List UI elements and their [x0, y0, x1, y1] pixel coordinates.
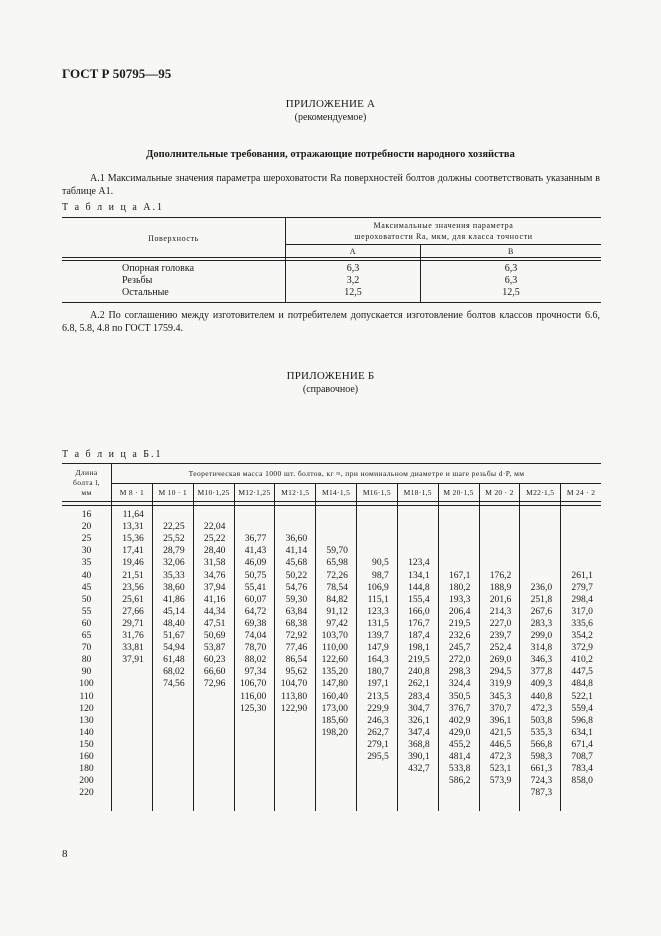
table-b1-mass-cell: 522,1: [571, 690, 593, 702]
table-b1-mass-cell: 396,1: [489, 714, 512, 726]
table-b1-mass-cell: 97,34: [244, 666, 267, 678]
table-b1-mass-cell: 279,1: [367, 738, 389, 750]
table-b1-caption: Т а б л и ц а Б.1: [62, 449, 163, 460]
table-b1-mass-cell: 421,5: [489, 726, 512, 738]
table-b1-mass-cell: 78,70: [244, 642, 267, 654]
paragraph-a1: [62, 172, 600, 198]
table-b1-header-length-3: мм: [81, 488, 92, 497]
table-b1-mass-cell: 95,62: [285, 666, 308, 678]
table-b1-mass-cell: 103,70: [321, 630, 348, 641]
table-b1-length-cell: 16: [81, 509, 92, 520]
table-b1-mass-cell: 13,31: [122, 521, 144, 533]
table-b1-mass-cell: 25,22: [203, 533, 226, 545]
table-b1-mass-cell: 370,7: [489, 702, 512, 714]
table-b1-length-cell: 120: [79, 702, 94, 714]
table-b1-header-length-1: Длина: [75, 468, 98, 477]
table-b1-mass-cell: 147,9: [367, 642, 389, 654]
table-b1-mass-cell: 272,0: [448, 654, 471, 666]
table-b1-mass-cell: 32,06: [163, 557, 185, 569]
table-b1-mass-cell: 446,5: [489, 738, 512, 750]
table-b1-mass-cell: 279,7: [571, 581, 593, 593]
standard-code: ГОСТ Р 50795—95: [62, 66, 172, 81]
table-b1-mass-cell: 197,1: [367, 678, 389, 690]
appendix-b-subtitle: (справочное): [302, 384, 359, 395]
table-a1-row-surface: Остальные: [122, 287, 169, 298]
table-b1-mass-cell: 50,69: [203, 630, 226, 641]
table-b1-column-header: М 24 · 2: [566, 488, 596, 497]
table-b1-mass-cell: 35,33: [163, 569, 185, 581]
table-b1-mass-cell: 535,3: [530, 726, 553, 738]
table-b1-mass-cell: 566,8: [530, 738, 553, 750]
table-b1-mass-cell: 110,00: [321, 642, 348, 654]
table-b1-mass-cell: 345,3: [489, 690, 512, 702]
table-b1-length-cell: 45: [81, 581, 92, 593]
table-b1-mass-cell: 335,6: [571, 617, 593, 629]
table-b1-mass-cell: 598,3: [530, 751, 553, 762]
table-b1-length-cell: 100: [79, 678, 94, 690]
table-b1-mass-cell: 188,9: [489, 581, 512, 593]
table-b1-mass-cell: 25,52: [163, 533, 185, 545]
table-b1-header-group: Теоретическая масса 1000 шт. болтов, кг ≈, при номинальном диаметре и шаге резьбы d·P, мм: [188, 469, 525, 478]
table-b1-mass-cell: 38,60: [163, 581, 185, 593]
table-b1-mass-cell: 37,91: [122, 654, 144, 666]
table-b1-mass-cell: 295,5: [367, 751, 389, 762]
table-b1-column-header: М22·1,5: [526, 488, 555, 497]
table-b1-mass-cell: 59,70: [326, 545, 348, 557]
table-b1-mass-cell: 123,3: [367, 605, 389, 617]
table-b1-column-header: М 20·1,5: [443, 488, 474, 497]
table-b1-mass-cell: 173,00: [321, 702, 348, 714]
table-b1-mass-cell: 15,36: [122, 533, 144, 545]
table-b1-mass-cell: 122,60: [321, 654, 348, 666]
table-b1-mass-cell: 219,5: [448, 617, 471, 629]
table-a1-header-surface: Поверхность: [148, 234, 199, 243]
table-b1-length-cell: 50: [81, 593, 92, 605]
table-b1-mass-cell: 106,70: [239, 678, 267, 690]
table-b1-mass-cell: 23,56: [122, 581, 144, 593]
table-b1-column-header: М 8 · 1: [119, 488, 145, 497]
table-b1-mass-cell: 44,34: [203, 605, 226, 617]
table-b1-mass-cell: 187,4: [408, 630, 430, 641]
table-b1-mass-cell: 283,4: [408, 690, 430, 702]
table-b1-mass-cell: 36,77: [244, 533, 267, 545]
table-b1-mass-cell: 55,41: [244, 581, 267, 593]
table-b1-mass-cell: 326,1: [408, 714, 430, 726]
table-a1: [62, 217, 601, 303]
table-b1-length-cell: 40: [81, 569, 92, 581]
table-b1-mass-cell: 36,60: [285, 533, 308, 545]
table-b1-mass-cell: 503,8: [530, 714, 553, 726]
table-b1-mass-cell: 283,3: [530, 617, 553, 629]
table-a1-row-a: 12,5: [344, 287, 362, 298]
table-b1-mass-cell: 47,51: [203, 617, 226, 629]
table-b1-header-length-2: болта l,: [73, 478, 100, 487]
table-b1-mass-cell: 144,8: [408, 581, 430, 593]
table-b1-mass-cell: 429,0: [448, 726, 471, 738]
table-a1-row-surface: Опорная головка: [122, 263, 195, 274]
table-b1-mass-cell: 45,14: [163, 605, 185, 617]
table-b1-mass-cell: 84,82: [326, 593, 348, 605]
table-b1-length-cell: 220: [79, 787, 94, 799]
table-b1-mass-cell: 661,3: [530, 763, 553, 775]
table-b1-mass-cell: 167,1: [448, 569, 471, 581]
table-b1-mass-cell: 68,38: [285, 617, 308, 629]
table-b1-mass-cell: 472,3: [530, 702, 553, 714]
table-b1-mass-cell: 46,09: [244, 557, 267, 569]
table-b1-mass-cell: 262,1: [408, 678, 430, 690]
table-a1-row-a: 3,2: [346, 275, 360, 286]
table-b1-length-cell: 160: [79, 751, 94, 762]
table-b1-mass-cell: 155,4: [408, 593, 430, 605]
paragraph-a1-text: А.1 Максимальные значения параметра шероховатости Ra поверхностей болтов должны соответствовать указанным в таблице А1.: [62, 173, 600, 197]
table-b1-mass-cell: 317,0: [571, 605, 593, 617]
table-b1-length-cell: 25: [81, 533, 92, 545]
table-b1-mass-cell: 180,2: [448, 581, 471, 593]
table-b1-mass-cell: 180,7: [367, 666, 389, 678]
table-b1-mass-cell: 86,54: [285, 654, 308, 666]
table-b1-mass-cell: 41,16: [203, 593, 226, 605]
appendix-a-title: ПРИЛОЖЕНИЕ А: [285, 98, 376, 110]
table-b1-mass-cell: 72,26: [326, 569, 348, 581]
table-b1-mass-cell: 447,5: [571, 666, 593, 678]
table-b1-mass-cell: 671,4: [571, 738, 593, 750]
table-b1-mass-cell: 72,96: [203, 678, 226, 690]
table-b1-mass-cell: 176,2: [489, 569, 512, 581]
table-b1-mass-cell: 69,38: [244, 617, 267, 629]
table-b1-mass-cell: 54,76: [285, 581, 308, 593]
table-a1-row-surface: Резьбы: [122, 275, 153, 286]
table-b1-mass-cell: 314,8: [530, 642, 553, 654]
table-b1-mass-cell: 28,40: [203, 545, 226, 557]
table-b1-mass-cell: 54,94: [163, 642, 185, 654]
table-b1-mass-cell: 51,67: [163, 630, 185, 641]
table-b1-mass-cell: 31,76: [122, 630, 144, 641]
table-b1-mass-cell: 390,1: [408, 751, 430, 762]
table-b1-mass-cell: 858,0: [571, 775, 593, 787]
appendix-b-title: ПРИЛОЖЕНИЕ Б: [286, 370, 375, 382]
table-b1-mass-cell: 402,9: [448, 714, 471, 726]
table-b1-mass-cell: 139,7: [367, 630, 389, 641]
table-b1-mass-cell: 409,3: [530, 678, 553, 690]
table-b1-mass-cell: 267,6: [530, 605, 553, 617]
table-b1-mass-cell: 88,02: [244, 654, 267, 666]
table-b1-mass-cell: 60,07: [244, 593, 267, 605]
table-b1-mass-cell: 783,4: [571, 763, 593, 775]
table-b1-mass-cell: 116,00: [240, 690, 267, 702]
table-b1-mass-cell: 53,87: [203, 642, 226, 654]
table-b1-mass-cell: 269,0: [489, 654, 512, 666]
table-b1-mass-cell: 31,58: [203, 557, 226, 569]
table-b1-mass-cell: 41,86: [163, 593, 185, 605]
table-b1-mass-cell: 787,3: [530, 787, 553, 799]
paragraph-a2-text: А.2 По соглашению между изготовителем и потребителем допускается изготовление болтов классов прочности 6.6, 6.8, 5.8, 4.8 по ГОСТ 1759.4.: [62, 310, 600, 334]
table-b1-mass-cell: 533,8: [448, 763, 471, 775]
table-b1-column-header: М14·1,5: [321, 488, 351, 497]
table-a1-header-class-a: А: [349, 247, 357, 256]
table-b1-mass-cell: 45,68: [285, 557, 308, 569]
table-b1-mass-cell: 708,7: [571, 751, 593, 762]
table-b1-length-cell: 60: [81, 617, 92, 629]
table-b1-column-header: М16·1,5: [362, 488, 391, 497]
table-b1-mass-cell: 472,3: [489, 751, 512, 762]
table-b1-mass-cell: 176,7: [408, 617, 430, 629]
table-b1-mass-cell: 41,43: [244, 545, 267, 557]
table-b1-mass-cell: 125,30: [239, 702, 267, 714]
table-b1-mass-cell: 347,4: [408, 726, 430, 738]
page-number: 8: [62, 848, 68, 860]
table-b1-mass-cell: 410,2: [571, 654, 593, 666]
table-b1-column-header: М12·1,25: [238, 488, 271, 497]
table-b1-column-header: М10·1,25: [197, 488, 230, 497]
table-b1-mass-cell: 98,7: [372, 569, 389, 581]
table-b1-mass-cell: 135,20: [321, 666, 348, 678]
table-b1-mass-cell: 198,20: [321, 726, 348, 738]
table-b1-mass-cell: 319,9: [489, 678, 512, 690]
table-a1-header-group-line1: Максимальные значения параметра: [373, 221, 514, 230]
table-b1-mass-cell: 63,84: [285, 605, 308, 617]
table-b1-length-cell: 140: [79, 726, 94, 738]
table-b1-mass-cell: 239,7: [489, 630, 512, 641]
table-b1-mass-cell: 455,2: [448, 738, 471, 750]
table-b1-mass-cell: 48,40: [163, 617, 185, 629]
table-b1-length-cell: 130: [79, 714, 94, 726]
appendix-a-subtitle: (рекомендуемое): [294, 112, 367, 123]
table-b1-mass-cell: 240,8: [408, 666, 430, 678]
table-b1-mass-cell: 77,46: [285, 642, 308, 654]
table-b1-mass-cell: 122,90: [280, 702, 308, 714]
table-b1-mass-cell: 65,98: [326, 557, 348, 569]
table-b1-length-cell: 150: [79, 738, 94, 750]
table-b1-mass-cell: 134,1: [408, 569, 430, 581]
table-b1-mass-cell: 304,7: [408, 702, 430, 714]
table-b1-length-cell: 110: [79, 690, 94, 702]
table-b1-mass-cell: 41,14: [285, 545, 308, 557]
table-b1-mass-cell: 147,80: [321, 678, 348, 690]
table-b1-mass-cell: 90,5: [372, 557, 389, 569]
table-b1-mass-cell: 193,3: [448, 593, 471, 605]
table-b1-mass-cell: 104,70: [280, 678, 308, 690]
table-b1-mass-cell: 97,42: [326, 617, 348, 629]
table-b1-mass-cell: 724,3: [530, 775, 553, 787]
table-b1-length-cell: 70: [81, 642, 92, 654]
table-b1-mass-cell: 34,76: [203, 569, 226, 581]
table-b1-mass-cell: 50,75: [244, 569, 267, 581]
table-a1-row-b: 6,3: [504, 263, 518, 274]
table-b1-length-cell: 35: [81, 557, 92, 569]
table-b1-mass-cell: 33,81: [122, 642, 144, 654]
table-b1-length-cell: 65: [81, 630, 92, 641]
table-b1-mass-cell: 206,4: [448, 605, 471, 617]
table-b1-length-cell: 200: [79, 775, 94, 787]
table-b1-mass-cell: 164,3: [367, 654, 389, 666]
table-b1-mass-cell: 346,3: [530, 654, 553, 666]
table-b1-mass-cell: 50,22: [285, 569, 308, 581]
table-a1-header-group-line2: шероховатости Ra, мкм, для класса точности: [354, 232, 533, 241]
table-b1-length-cell: 80: [81, 654, 92, 666]
table-b1-mass-cell: 66,60: [203, 666, 226, 678]
table-b1-mass-cell: 298,4: [571, 593, 593, 605]
table-b1-mass-cell: 252,4: [489, 642, 512, 654]
paragraph-a2: [62, 309, 600, 335]
table-b1-mass-cell: 29,71: [122, 617, 144, 629]
table-b1-mass-cell: 523,1: [489, 763, 512, 775]
table-b1-mass-cell: 74,04: [244, 630, 267, 641]
table-b1-length-cell: 55: [81, 605, 92, 617]
table-b1-mass-cell: 324,4: [448, 678, 471, 690]
table-b1-mass-cell: 376,7: [448, 702, 471, 714]
table-b1-mass-cell: 22,25: [163, 521, 185, 533]
table-b1-mass-cell: 198,1: [408, 642, 430, 654]
table-b1-length-cell: 180: [79, 763, 94, 775]
table-a1-caption: Т а б л и ц а А.1: [62, 202, 164, 213]
table-b1-mass-cell: 61,48: [163, 654, 185, 666]
table-b1-column-header: М 20 · 2: [485, 488, 514, 497]
table-b1-mass-cell: 368,8: [408, 738, 430, 750]
table-b1-mass-cell: 299,0: [530, 630, 553, 641]
table-b1-mass-cell: 64,72: [244, 605, 267, 617]
table-b1-mass-cell: 78,54: [326, 581, 348, 593]
table-b1-mass-cell: 298,3: [448, 666, 471, 678]
table-b1-mass-cell: 22,04: [203, 521, 226, 533]
table-b1-column-header: М 10 · 1: [158, 488, 187, 497]
table-b1-mass-cell: 68,02: [163, 666, 185, 678]
table-b1-mass-cell: 28,79: [163, 545, 185, 557]
table-b1-mass-cell: 484,8: [571, 678, 593, 690]
table-b1-mass-cell: 596,8: [571, 714, 593, 726]
table-a1-row-b: 12,5: [502, 287, 520, 298]
table-b1-column-header: М18·1,5: [403, 488, 432, 497]
table-b1-mass-cell: 440,8: [530, 690, 553, 702]
table-b1-mass-cell: 372,9: [571, 642, 593, 654]
table-b1-mass-cell: 213,5: [367, 690, 389, 702]
table-b1-mass-cell: 166,0: [408, 605, 430, 617]
table-b1-mass-cell: 106,9: [367, 581, 389, 593]
table-b1-mass-cell: 586,2: [448, 775, 471, 787]
table-b1-mass-cell: 245,7: [448, 642, 471, 654]
table-b1-mass-cell: 481,4: [448, 751, 471, 762]
table-b1-length-cell: 20: [81, 521, 92, 533]
table-b1-mass-cell: 262,7: [367, 726, 389, 738]
table-b1-length-cell: 30: [81, 545, 92, 557]
table-b1-mass-cell: 232,6: [448, 630, 471, 641]
table-b1-mass-cell: 17,41: [122, 545, 144, 557]
table-b1-mass-cell: 246,3: [367, 714, 389, 726]
table-b1-mass-cell: 60,23: [203, 654, 226, 666]
table-a1-row-a: 6,3: [346, 263, 360, 274]
table-b1-mass-cell: 21,51: [122, 569, 144, 581]
table-b1-mass-cell: 72,92: [285, 630, 308, 641]
table-b1-mass-cell: 74,56: [163, 678, 185, 690]
table-b1-mass-cell: 160,40: [321, 690, 348, 702]
table-b1-mass-cell: 294,5: [489, 666, 512, 678]
table-b1-mass-cell: 25,61: [122, 593, 144, 605]
table-b1-length-cell: 90: [81, 666, 92, 678]
table-b1-mass-cell: 11,64: [122, 509, 144, 520]
table-b1-mass-cell: 113,80: [281, 690, 308, 702]
table-b1-mass-cell: 432,7: [408, 763, 430, 775]
table-b1-mass-cell: 354,2: [571, 630, 593, 641]
table-b1-mass-cell: 261,1: [571, 569, 593, 581]
table-b1-mass-cell: 219,5: [408, 654, 430, 666]
table-a1-row-b: 6,3: [504, 275, 518, 286]
table-b1-mass-cell: 59,30: [285, 593, 308, 605]
table-b1-mass-cell: 27,66: [122, 605, 144, 617]
table-b1-mass-cell: 251,8: [530, 593, 553, 605]
table-b1-mass-cell: 236,0: [530, 581, 553, 593]
table-b1-mass-cell: 201,6: [489, 593, 512, 605]
table-b1-mass-cell: 123,4: [408, 557, 430, 569]
table-b1-mass-cell: 573,9: [489, 775, 512, 787]
table-b1-mass-cell: 377,8: [530, 666, 553, 678]
table-b1-column-header: М12·1,5: [281, 488, 310, 497]
table-b1-mass-cell: 214,3: [489, 605, 512, 617]
table-b1-mass-cell: 350,5: [448, 690, 471, 702]
table-b1: [62, 463, 601, 811]
table-b1-mass-cell: 37,94: [203, 581, 226, 593]
table-b1-mass-cell: 131,5: [367, 617, 389, 629]
table-b1-mass-cell: 229,9: [367, 702, 389, 714]
appendix-a-heading: Дополнительные требования, отражающие потребности народного хозяйства: [146, 149, 515, 160]
table-b1-mass-cell: 91,12: [326, 605, 348, 617]
table-a1-header-class-b: В: [508, 247, 514, 256]
table-b1-mass-cell: 185,60: [321, 714, 348, 726]
table-b1-mass-cell: 19,46: [122, 557, 144, 569]
table-b1-mass-cell: 559,4: [571, 702, 593, 714]
table-b1-mass-cell: 115,1: [367, 593, 389, 605]
table-b1-mass-cell: 227,0: [489, 617, 512, 629]
table-b1-mass-cell: 634,1: [571, 726, 593, 738]
